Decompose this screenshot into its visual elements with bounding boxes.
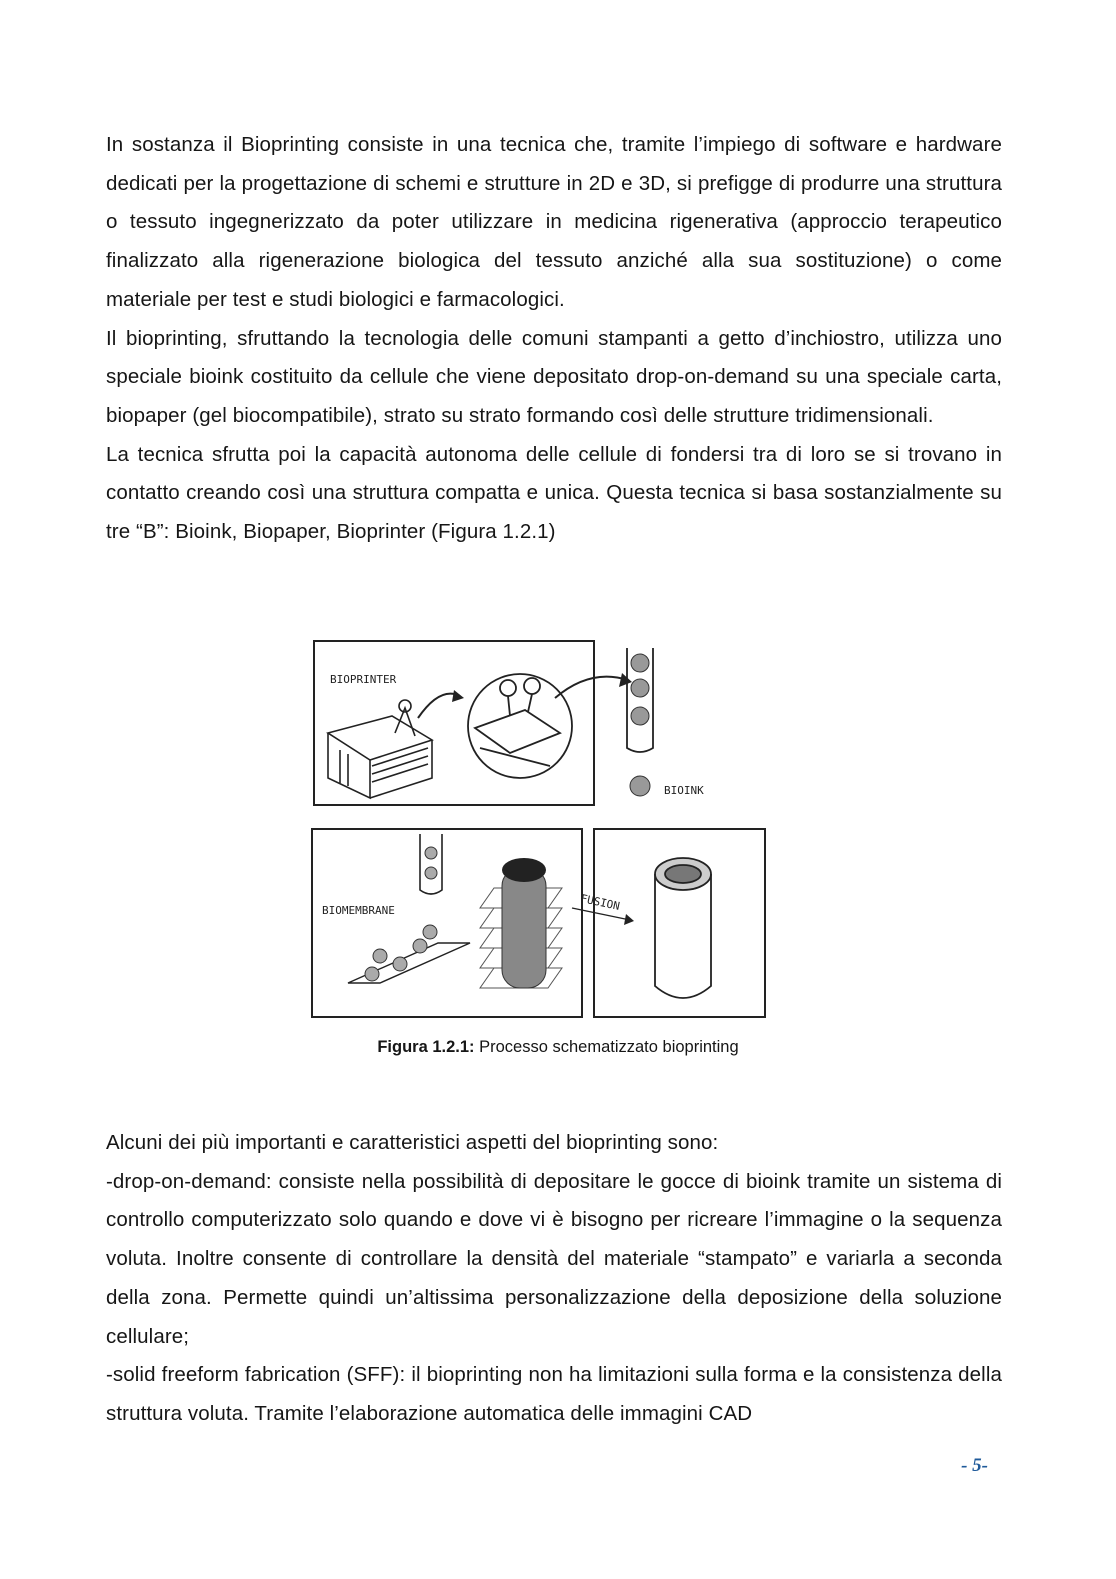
paragraph-sff: -solid freeform fabrication (SFF): il bioprinting non ha limitazioni sulla forma e la consistenza della struttura voluta. Tramite l’elaborazione automatica delle immagini CAD <box>106 1363 1002 1425</box>
paragraph-bioprinting-definition: In sostanza il Bioprinting consiste in una tecnica che, tramite l’impiego di software e hardware dedicati per la progettazione di schemi e strutture in 2D e 3D, si prefigge di produrre una struttura o tessuto ingegnerizzato da poter utilizzare in medicina rigenerativa (approccio terapeutico finalizzato alla rigenerazione biologica del tessuto anziché alla sua sostituzione) o come materiale per test e studi biologici e farmacologici. <box>106 133 1002 311</box>
bioprinting-figure <box>310 638 770 1022</box>
paragraph-three-b: La tecnica sfrutta poi la capacità autonoma delle cellule di fondersi tra di loro se si trovano in contatto creando così una struttura compatta e unica. Questa tecnica si basa sostanzialmente su tre “B”: Bioink, Biopaper, Bioprinter (Figura 1.2.1) <box>106 442 1002 544</box>
cartridge-icon <box>420 834 442 894</box>
fusion-arrow-icon <box>572 908 630 920</box>
label-fusion: FUSION <box>579 892 621 913</box>
arrow-head-icon <box>452 690 464 702</box>
body-text-bottom <box>106 1124 1002 1434</box>
bioprinting-illustration <box>310 638 770 1022</box>
magnified-print-head-icon <box>468 674 572 778</box>
caption-text: Processo schematizzato bioprinting <box>474 1038 739 1056</box>
paragraph-aspects-intro: Alcuni dei più importanti e caratteristici aspetti del bioprinting sono: <box>106 1131 719 1154</box>
body-text-top <box>106 126 1002 552</box>
arrow-icon-2 <box>555 677 628 698</box>
biomembrane-sheet-icon <box>348 925 470 983</box>
page-number: - 5- <box>961 1455 988 1476</box>
figure-caption <box>0 1038 1116 1057</box>
fusion-arrow-head-icon <box>624 914 634 925</box>
paragraph-bioink-biopaper: Il bioprinting, sfruttando la tecnologia delle comuni stampanti a getto d’inchiostro, utilizza uno speciale bioink costituito da cellule che viene depositato drop-on-demand su una speciale carta, biopaper (gel biocompatibile), strato su strato formando così delle strutture tridimensionali. <box>106 326 1002 427</box>
label-bioink: BIOINK <box>664 784 704 797</box>
label-biomembrane: BIOMEMBRANE <box>322 904 395 917</box>
caption-label: Figura 1.2.1: <box>377 1038 475 1056</box>
paragraph-drop-on-demand: -drop-on-demand: consiste nella possibilità di depositare le gocce di bioink tramite un sistema di controllo computerizzato solo quando e dove vi è bisogno per ricreare l’immagine o la sequenza voluta. Inoltre consente di controllare la densità del materiale “stampato” e variarla a seconda della zona. Permette quindi un’altissima personalizzazione della deposizione della soluzione cellulare; <box>106 1169 1002 1348</box>
bioink-cartridge-icon <box>627 648 653 796</box>
stacked-tissue-icon <box>480 858 562 988</box>
bioprinter-machine-icon <box>328 700 432 798</box>
label-bioprinter: BIOPRINTER <box>330 673 397 686</box>
arrow-head-icon-2 <box>619 673 632 687</box>
tubular-tissue-icon <box>655 858 711 998</box>
